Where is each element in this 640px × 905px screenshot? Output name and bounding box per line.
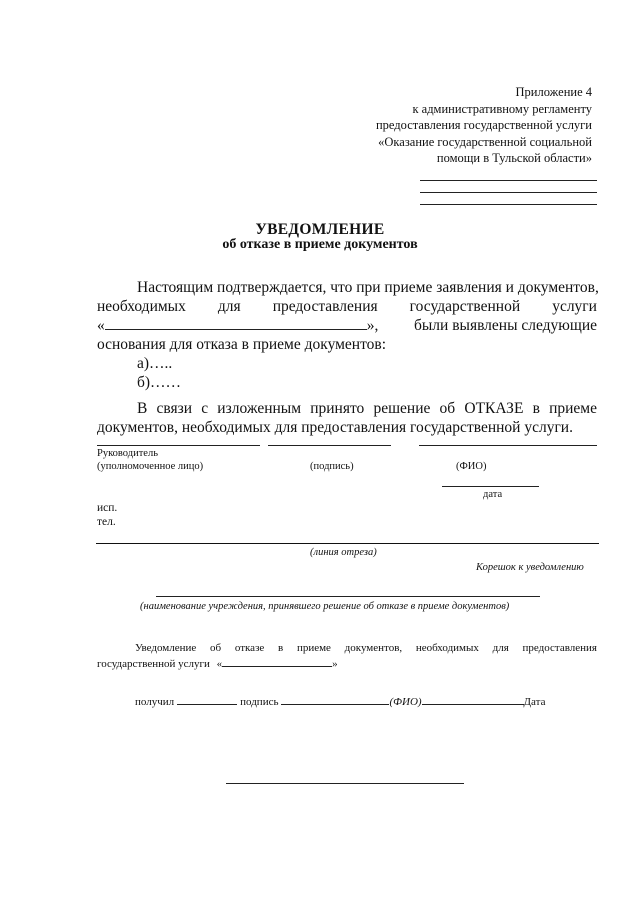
word: для — [492, 642, 509, 654]
word: в — [278, 642, 284, 654]
addressee-line-1 — [420, 180, 597, 181]
reason-item-a: а)….. — [137, 355, 173, 372]
sign-line — [268, 445, 391, 446]
stub-label: Корешок к уведомлению — [476, 562, 584, 573]
document-title: УВЕДОМЛЕНИЕ — [255, 221, 385, 238]
text-line — [97, 656, 597, 672]
text-line: Настоящим подтверждается, что при приеме заявления и документов, — [137, 279, 599, 296]
received-label: получил — [135, 696, 175, 708]
date-label: дата — [483, 489, 503, 500]
role-signature-line — [97, 445, 260, 446]
word: государственной — [409, 298, 521, 315]
paragraph-decision — [97, 399, 597, 437]
text-line — [97, 316, 597, 335]
word: предоставления — [272, 298, 378, 315]
addressee-line-3 — [420, 204, 597, 205]
word: услуги — [552, 298, 597, 315]
institution-label: (наименование учреждения, принявшего решение об отказе в приеме документов) — [140, 601, 510, 612]
text-rest: были выявлены следующие — [414, 317, 597, 334]
word: об — [210, 642, 222, 654]
service-name-blank[interactable] — [105, 317, 367, 330]
appendix-line: помощи в Тульской области» — [436, 151, 592, 165]
quote-open: « — [97, 317, 105, 334]
signature-blank[interactable] — [281, 694, 389, 705]
text-line — [97, 641, 597, 656]
appendix-line: к административному регламенту — [412, 101, 592, 116]
date-stub-label: Дата — [523, 696, 546, 708]
fio-blank[interactable] — [422, 694, 524, 705]
addressee-line-2 — [420, 192, 597, 193]
appendix-line: предоставления государственной услуги — [375, 118, 592, 132]
word: необходимых — [415, 642, 479, 654]
quote-open: « — [216, 658, 223, 670]
fio-line — [419, 445, 597, 446]
text-line: основания для отказа в приеме документов: — [97, 336, 387, 353]
stub-notice — [97, 641, 597, 672]
institution-line — [156, 596, 540, 597]
date-line — [442, 486, 539, 487]
text-line — [97, 297, 597, 316]
received-blank[interactable] — [177, 694, 237, 705]
quote-close: » — [332, 658, 338, 670]
signature-label: подпись — [240, 696, 279, 708]
fio-label: (ФИО) — [456, 461, 487, 472]
executor-label: исп. — [97, 502, 118, 514]
fio-stub-label: (ФИО) — [389, 696, 422, 708]
role-line: (уполномоченное лицо) — [97, 461, 204, 472]
appendix-header — [376, 84, 592, 167]
received-row — [135, 694, 545, 708]
sign-label: (подпись) — [310, 461, 354, 472]
phone-label: тел. — [97, 516, 116, 528]
word: для — [217, 298, 241, 315]
word: документов, — [344, 642, 403, 654]
role-label — [97, 447, 203, 473]
text-line: документов, необходимых для предоставления государственной услуги. — [97, 419, 573, 436]
word: приеме — [296, 642, 331, 654]
word: предоставления — [522, 642, 597, 654]
word: необходимых — [97, 298, 186, 315]
appendix-line: «Оказание государственной социальной — [378, 134, 592, 149]
cut-line-label: (линия отреза) — [310, 547, 377, 558]
word: отказе — [234, 642, 265, 654]
reason-item-b: б)…… — [137, 374, 182, 391]
bottom-line — [226, 783, 464, 784]
word: Уведомление — [135, 642, 197, 654]
paragraph-confirmation — [97, 278, 597, 392]
text-line: В связи с изложенным принято решение об ОТКАЗЕ в приеме — [137, 400, 597, 417]
document-subtitle: об отказе в приеме документов — [222, 237, 418, 252]
cut-line — [96, 543, 599, 544]
appendix-line: Приложение 4 — [515, 85, 592, 99]
quote-close: », — [366, 317, 379, 334]
role-line: Руководитель — [97, 448, 158, 459]
service-name-blank[interactable] — [222, 656, 332, 667]
service-prefix: государственной услуги — [97, 658, 210, 670]
